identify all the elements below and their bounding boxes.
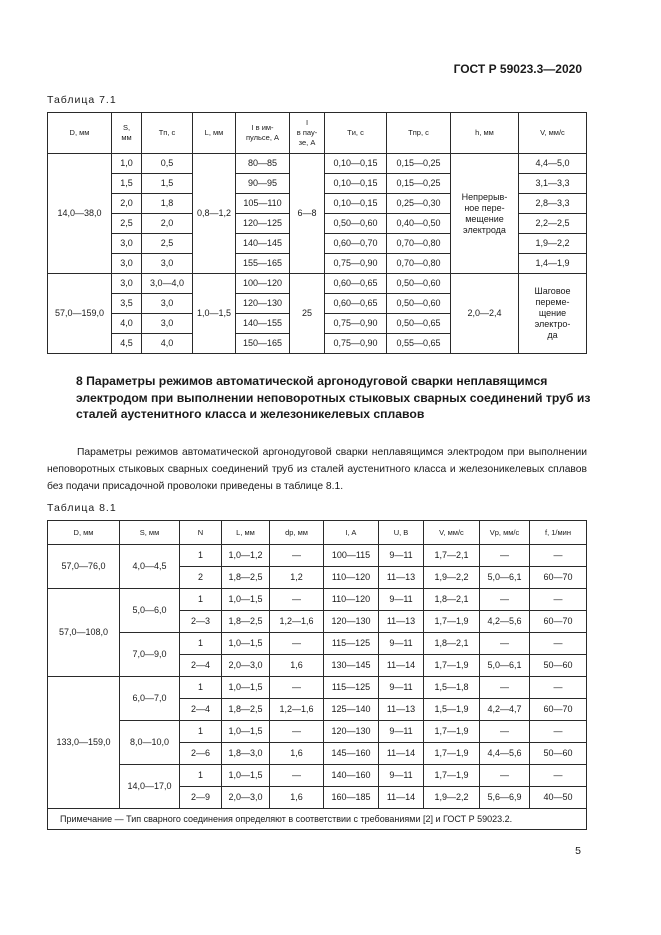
cell-n: 1	[180, 633, 222, 655]
col-header-i-pause: I в пау- зе, А	[290, 113, 325, 154]
cell-i: 125—140	[324, 699, 379, 721]
cell-dp: 1,6	[270, 655, 324, 677]
cell-n: 2—4	[180, 699, 222, 721]
col-header-f: f, 1/мин	[530, 521, 587, 545]
cell-s: 4,5	[112, 334, 142, 354]
cell-v: 2,8—3,3	[519, 194, 587, 214]
cell-vp: —	[480, 721, 530, 743]
cell-n: 2—9	[180, 787, 222, 809]
cell-f: —	[530, 545, 587, 567]
cell-l: 2,0—3,0	[222, 787, 270, 809]
col-header-s: S, мм	[120, 521, 180, 545]
cell-v: 4,4—5,0	[519, 154, 587, 174]
cell-n: 2—3	[180, 611, 222, 633]
cell-dp: —	[270, 633, 324, 655]
cell-s: 2,5	[112, 214, 142, 234]
cell-f: 60—70	[530, 567, 587, 589]
col-header-ti: Tи, с	[325, 113, 387, 154]
cell-f: —	[530, 633, 587, 655]
cell-ti: 0,75—0,90	[325, 254, 387, 274]
cell-i-impulse: 80—85	[236, 154, 290, 174]
cell-vp: 4,2—5,6	[480, 611, 530, 633]
table-7-1	[47, 112, 587, 354]
col-header-i: I, A	[324, 521, 379, 545]
cell-tpr: 0,50—0,65	[387, 314, 451, 334]
table-row	[48, 677, 587, 699]
cell-v: 1,9—2,2	[519, 234, 587, 254]
table-7-1-caption: Таблица 7.1	[47, 94, 117, 106]
cell-tp: 1,5	[142, 174, 193, 194]
cell-v: 1,9—2,2	[424, 567, 480, 589]
cell-ti: 0,60—0,65	[325, 274, 387, 294]
cell-s: 8,0—10,0	[120, 721, 180, 765]
cell-s: 6,0—7,0	[120, 677, 180, 721]
cell-dp: —	[270, 589, 324, 611]
document-header: ГОСТ Р 59023.3—2020	[453, 62, 582, 76]
cell-h: Непрерыв- ное пере- мещение электрода	[451, 154, 519, 274]
cell-u: 9—11	[379, 545, 424, 567]
cell-tp: 1,8	[142, 194, 193, 214]
col-header-s: S, мм	[112, 113, 142, 154]
cell-s: 3,0	[112, 274, 142, 294]
cell-s: 4,0—4,5	[120, 545, 180, 589]
cell-f: —	[530, 765, 587, 787]
cell-tpr: 0,40—0,50	[387, 214, 451, 234]
cell-u: 11—13	[379, 611, 424, 633]
cell-tp: 0,5	[142, 154, 193, 174]
cell-u: 9—11	[379, 633, 424, 655]
cell-v: 3,1—3,3	[519, 174, 587, 194]
cell-tpr: 0,70—0,80	[387, 254, 451, 274]
cell-i-impulse: 90—95	[236, 174, 290, 194]
cell-l: 1,0—1,5	[222, 677, 270, 699]
col-header-h: h, мм	[451, 113, 519, 154]
cell-i: 115—125	[324, 633, 379, 655]
table-note: Примечание — Тип сварного соединения определяют в соответствии с требованиями [2] и ГОСТ Р 59023.2.	[48, 809, 587, 830]
cell-i: 110—120	[324, 589, 379, 611]
cell-ti: 0,10—0,15	[325, 174, 387, 194]
cell-i-impulse: 120—125	[236, 214, 290, 234]
table-row	[48, 765, 587, 787]
cell-dp: 1,6	[270, 743, 324, 765]
cell-s: 2,0	[112, 194, 142, 214]
cell-h: 2,0—2,4	[451, 274, 519, 354]
cell-dp: 1,2—1,6	[270, 699, 324, 721]
col-header-tpr: Tпр, с	[387, 113, 451, 154]
cell-v: 1,7—1,9	[424, 655, 480, 677]
cell-i-impulse: 140—145	[236, 234, 290, 254]
cell-l: 2,0—3,0	[222, 655, 270, 677]
cell-vp: —	[480, 765, 530, 787]
cell-tpr: 0,55—0,65	[387, 334, 451, 354]
cell-l: 1,8—2,5	[222, 699, 270, 721]
cell-v: 1,4—1,9	[519, 254, 587, 274]
cell-u: 11—14	[379, 655, 424, 677]
cell-i: 140—160	[324, 765, 379, 787]
cell-s: 14,0—17,0	[120, 765, 180, 809]
col-header-d: D, мм	[48, 113, 112, 154]
cell-s: 3,0	[112, 234, 142, 254]
cell-tp: 4,0	[142, 334, 193, 354]
cell-f: —	[530, 589, 587, 611]
cell-u: 11—14	[379, 743, 424, 765]
cell-vp: —	[480, 589, 530, 611]
cell-v: 1,7—2,1	[424, 545, 480, 567]
col-header-tp: Tп, с	[142, 113, 193, 154]
cell-ti: 0,75—0,90	[325, 314, 387, 334]
cell-n: 1	[180, 589, 222, 611]
cell-v: 1,5—1,8	[424, 677, 480, 699]
cell-v: 1,7—1,9	[424, 743, 480, 765]
cell-d: 57,0—108,0	[48, 589, 120, 677]
table-row	[48, 545, 587, 567]
cell-l: 0,8—1,2	[193, 154, 236, 274]
col-header-l: L, мм	[193, 113, 236, 154]
cell-l: 1,8—3,0	[222, 743, 270, 765]
cell-l: 1,0—1,5	[193, 274, 236, 354]
cell-tp: 3,0	[142, 294, 193, 314]
cell-i: 100—115	[324, 545, 379, 567]
col-header-u: U, В	[379, 521, 424, 545]
cell-f: 60—70	[530, 611, 587, 633]
cell-i: 160—185	[324, 787, 379, 809]
table-row	[48, 154, 587, 174]
cell-i: 115—125	[324, 677, 379, 699]
cell-i: 130—145	[324, 655, 379, 677]
col-header-dp: dp, мм	[270, 521, 324, 545]
cell-u: 11—14	[379, 787, 424, 809]
cell-dp: 1,2—1,6	[270, 611, 324, 633]
col-header-d: D, мм	[48, 521, 120, 545]
cell-n: 2	[180, 567, 222, 589]
cell-tp: 3,0	[142, 254, 193, 274]
cell-d: 57,0—76,0	[48, 545, 120, 589]
cell-f: 60—70	[530, 699, 587, 721]
cell-i: 145—160	[324, 743, 379, 765]
cell-i-impulse: 150—165	[236, 334, 290, 354]
cell-vp: 4,2—4,7	[480, 699, 530, 721]
table-row	[48, 589, 587, 611]
cell-vp: 5,0—6,1	[480, 655, 530, 677]
cell-tpr: 0,15—0,25	[387, 174, 451, 194]
cell-dp: 1,6	[270, 787, 324, 809]
cell-f: 40—50	[530, 787, 587, 809]
col-header-vp: Vp, мм/с	[480, 521, 530, 545]
cell-dp: —	[270, 765, 324, 787]
cell-s: 7,0—9,0	[120, 633, 180, 677]
cell-s: 1,0	[112, 154, 142, 174]
table-8-1-caption: Таблица 8.1	[47, 502, 117, 514]
cell-v: 1,9—2,2	[424, 787, 480, 809]
cell-tp: 2,5	[142, 234, 193, 254]
cell-tpr: 0,25—0,30	[387, 194, 451, 214]
cell-vp: —	[480, 633, 530, 655]
table-row	[48, 633, 587, 655]
cell-tp: 2,0	[142, 214, 193, 234]
cell-v: 1,7—1,9	[424, 765, 480, 787]
cell-d: 133,0—159,0	[48, 677, 120, 809]
cell-vp: 5,6—6,9	[480, 787, 530, 809]
cell-n: 1	[180, 765, 222, 787]
col-header-l: L, мм	[222, 521, 270, 545]
cell-ti: 0,10—0,15	[325, 194, 387, 214]
cell-l: 1,8—2,5	[222, 567, 270, 589]
cell-tpr: 0,15—0,25	[387, 154, 451, 174]
cell-ti: 0,75—0,90	[325, 334, 387, 354]
cell-vp: 5,0—6,1	[480, 567, 530, 589]
cell-i-pause: 6—8	[290, 154, 325, 274]
cell-u: 9—11	[379, 721, 424, 743]
cell-n: 2—6	[180, 743, 222, 765]
cell-u: 11—13	[379, 699, 424, 721]
cell-n: 1	[180, 721, 222, 743]
cell-f: 50—60	[530, 743, 587, 765]
cell-u: 9—11	[379, 677, 424, 699]
cell-vp: 4,4—5,6	[480, 743, 530, 765]
cell-l: 1,8—2,5	[222, 611, 270, 633]
cell-d: 57,0—159,0	[48, 274, 112, 354]
cell-v: 1,8—2,1	[424, 633, 480, 655]
cell-u: 11—13	[379, 567, 424, 589]
cell-i-impulse: 120—130	[236, 294, 290, 314]
cell-s: 4,0	[112, 314, 142, 334]
col-header-n: N	[180, 521, 222, 545]
cell-v: 1,8—2,1	[424, 589, 480, 611]
cell-tpr: 0,50—0,60	[387, 274, 451, 294]
cell-i-impulse: 155—165	[236, 254, 290, 274]
cell-v: Шаговое переме- щение электро- да	[519, 274, 587, 354]
cell-s: 3,5	[112, 294, 142, 314]
cell-tp: 3,0—4,0	[142, 274, 193, 294]
cell-vp: —	[480, 677, 530, 699]
cell-v: 1,5—1,9	[424, 699, 480, 721]
cell-ti: 0,60—0,65	[325, 294, 387, 314]
col-header-i-impulse: I в им- пульсе, А	[236, 113, 290, 154]
cell-l: 1,0—1,5	[222, 721, 270, 743]
cell-s: 1,5	[112, 174, 142, 194]
cell-dp: —	[270, 545, 324, 567]
cell-l: 1,0—1,5	[222, 633, 270, 655]
table-row	[48, 274, 587, 294]
cell-s: 3,0	[112, 254, 142, 274]
cell-dp: —	[270, 721, 324, 743]
cell-n: 1	[180, 545, 222, 567]
table-row	[48, 721, 587, 743]
cell-u: 9—11	[379, 765, 424, 787]
cell-i-pause: 25	[290, 274, 325, 354]
cell-i-impulse: 140—155	[236, 314, 290, 334]
table-8-1	[47, 520, 587, 830]
section-8-paragraph: Параметры режимов автоматической аргонодуговой сварки неплавящимся электродом при выполнении неповоротных стыковых сварных соединений труб из сталей аустенитного класса и железоникелевых сплавов без подачи присадочной проволоки приведены в таблице 8.1.	[47, 447, 587, 492]
cell-l: 1,0—1,5	[222, 589, 270, 611]
cell-f: 50—60	[530, 655, 587, 677]
cell-s: 5,0—6,0	[120, 589, 180, 633]
section-8-title: 8 Параметры режимов автоматической аргонодуговой сварки неплавящимся электродом при выполнении неповоротных стыковых сварных соединений труб из сталей аустенитного класса и железоникелевых сплавов	[76, 374, 591, 421]
cell-dp: —	[270, 677, 324, 699]
cell-l: 1,0—1,5	[222, 765, 270, 787]
cell-u: 9—11	[379, 589, 424, 611]
cell-tpr: 0,70—0,80	[387, 234, 451, 254]
cell-i: 120—130	[324, 611, 379, 633]
cell-l: 1,0—1,2	[222, 545, 270, 567]
cell-tp: 3,0	[142, 314, 193, 334]
cell-v: 1,7—1,9	[424, 611, 480, 633]
cell-ti: 0,50—0,60	[325, 214, 387, 234]
cell-i-impulse: 105—110	[236, 194, 290, 214]
cell-f: —	[530, 721, 587, 743]
cell-i: 120—130	[324, 721, 379, 743]
cell-v: 1,7—1,9	[424, 721, 480, 743]
cell-i: 110—120	[324, 567, 379, 589]
page-number: 5	[575, 845, 581, 857]
cell-vp: —	[480, 545, 530, 567]
cell-i-impulse: 100—120	[236, 274, 290, 294]
cell-d: 14,0—38,0	[48, 154, 112, 274]
cell-n: 1	[180, 677, 222, 699]
cell-f: —	[530, 677, 587, 699]
col-header-v: V, мм/с	[424, 521, 480, 545]
col-header-v: V, мм/с	[519, 113, 587, 154]
cell-tpr: 0,50—0,60	[387, 294, 451, 314]
cell-ti: 0,60—0,70	[325, 234, 387, 254]
cell-dp: 1,2	[270, 567, 324, 589]
cell-v: 2,2—2,5	[519, 214, 587, 234]
cell-ti: 0,10—0,15	[325, 154, 387, 174]
cell-n: 2—4	[180, 655, 222, 677]
